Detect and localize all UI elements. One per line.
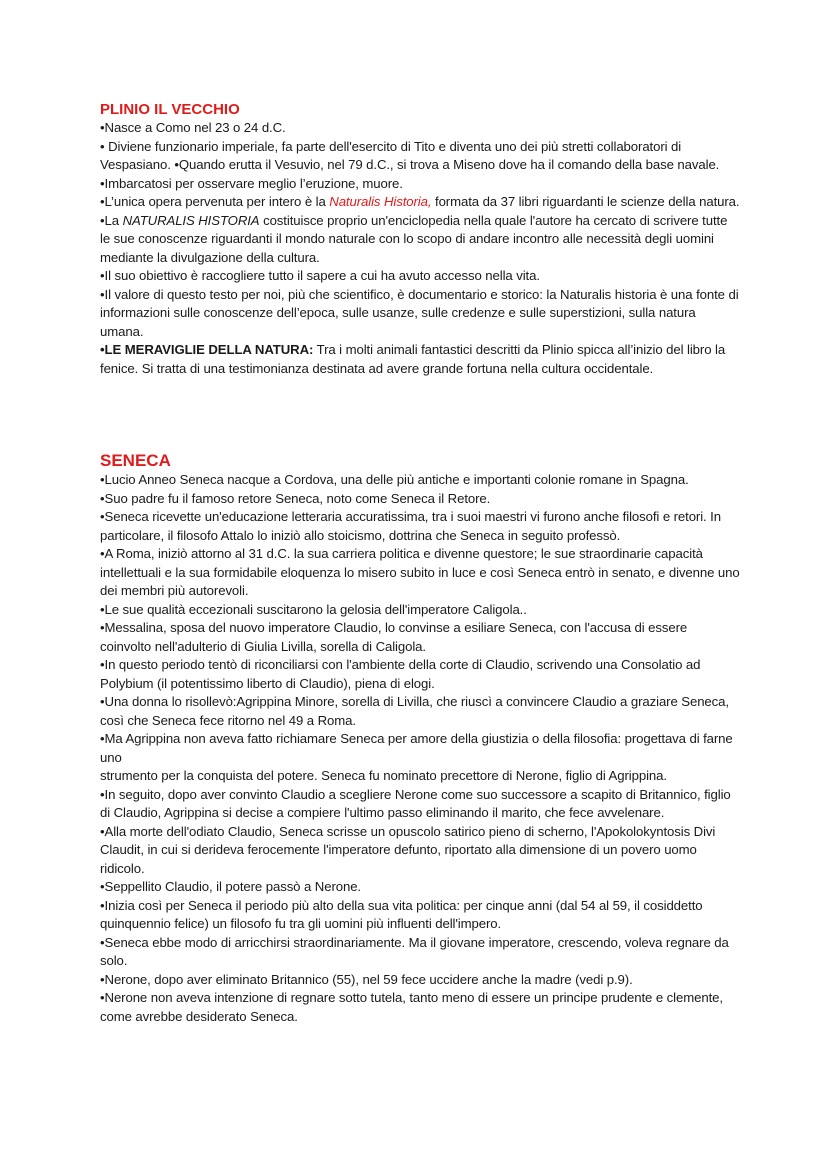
paragraph: •Le sue qualità eccezionali suscitarono la gelosia dell'imperatore Caligola.. (100, 601, 527, 617)
text-run: •L’unica opera pervenuta per intero è la (100, 194, 330, 209)
text-run: Tra i molti animali fantastici descritti da Plinio spicca all’inizio del libro la fenice. Si tratta di una testimonianza destinata ad avere grande fortuna nella cultura occidentale. (100, 342, 726, 376)
paragraph: •Seneca ebbe modo di arricchirsi straordinariamente. Ma il giovane imperatore, crescendo, voleva regnare da solo. (100, 934, 729, 968)
section-title-seneca: SENECA (100, 451, 171, 470)
text-run: formata da 37 libri riguardanti le scienze della natura. (431, 194, 740, 209)
paragraph: •Imbarcatosi per osservare meglio l’eruzione, muore. (100, 175, 403, 191)
section-title-plinio: PLINIO IL VECCHIO (100, 101, 240, 118)
work-title: Naturalis Historia, (329, 194, 432, 209)
paragraph: •In questo periodo tentò di riconciliarsi con l'ambiente della corte di Claudio, scrivendo una Consolatio ad Polybium (il potentissimo liberto di Claudio), piena di elogi. (100, 657, 701, 691)
section-plinio (100, 101, 740, 378)
text-run: costituisce proprio un'enciclopedia nella quale l'autore ha cercato di scrivere tutte le sue conoscenze riguardanti il mondo naturale con lo scopo di andare incontro alle necessità degli uomini mediante la divulgazione della cultura. (100, 212, 728, 265)
paragraph (100, 193, 740, 212)
paragraph: •Il valore di questo testo per noi, più che scientifico, è documentario e storico: la Naturalis historia è una fonte di informazioni sulle conoscenze dell’epoca, sulle usanze, sulle credenze e sulle superstizioni, sulla natura umana. (100, 286, 739, 339)
work-title: NATURALIS HISTORIA (122, 212, 260, 228)
paragraph: •Messalina, sposa del nuovo imperatore Claudio, lo convinse a esiliare Seneca, con l'accusa di essere coinvolto nell'adulterio di Giulia Livilla, sorella di Caligola. (100, 620, 688, 654)
section-seneca (100, 451, 740, 1026)
paragraph: •Seneca ricevette un'educazione letteraria accuratissima, tra i suoi maestri vi furono anche filosofi e retori. In particolare, il filosofo Attalo lo iniziò allo stoicismo, dottrina che Seneca in seguito professò. (100, 509, 721, 543)
paragraph: •Una donna lo risollevò:Agrippina Minore, sorella di Livilla, che riuscì a convincere Claudio a graziare Seneca, così che Seneca fece ritorno nel 49 a Roma. (100, 694, 729, 728)
paragraph: •Nerone non aveva intenzione di regnare sotto tutela, tanto meno di essere un principe prudente e clemente, come avrebbe desiderato Seneca. (100, 990, 723, 1024)
paragraph: strumento per la conquista del potere. Seneca fu nominato precettore di Nerone, figlio di Agrippina. (100, 768, 667, 783)
text-run: •La (100, 212, 123, 228)
paragraph: •Seppellito Claudio, il potere passò a Nerone. (100, 879, 361, 894)
bold-heading: •LE MERAVIGLIE DELLA NATURA: (100, 342, 314, 357)
paragraph: • Diviene funzionario imperiale, fa parte dell'esercito di Tito e diventa uno dei più stretti collaboratori di Vespasiano. •Quando erutta il Vesuvio, nel 79 d.C., si trova a Miseno dove ha il comando della base navale. (100, 138, 720, 172)
paragraph: •Suo padre fu il famoso retore Seneca, noto come Seneca il Retore. (100, 490, 491, 506)
paragraph: •Nasce a Como nel 23 o 24 d.C. (100, 120, 286, 135)
paragraph: •Lucio Anneo Seneca nacque a Cordova, una delle più antiche e importanti colonie romane in Spagna. (100, 472, 689, 487)
paragraph: •Inizia così per Seneca il periodo più alto della sua vita politica: per cinque anni (dal 54 al 59, il cosiddetto quinquennio felice) un filosofo fu tra gli uomini più influenti dell'impero. (100, 897, 703, 931)
paragraph: •Ma Agrippina non aveva fatto richiamare Seneca per amore della giustizia o della filosofia: progettava di farne uno (100, 731, 733, 765)
paragraph: •Nerone, dopo aver eliminato Britannico (55), nel 59 fece uccidere anche la madre (vedi p.9). (100, 971, 633, 987)
paragraph: •A Roma, iniziò attorno al 31 d.C. la sua carriera politica e divenne questore; le sue straordinarie capacità intellettuali e la sua formidabile eloquenza lo misero subito in luce e così Seneca entrò in senato, e divenne uno dei membri più autorevoli. (100, 546, 740, 598)
paragraph: •Alla morte dell'odiato Claudio, Seneca scrisse un opuscolo satirico pieno di scherno, l'Apokolokyntosis Divi Claudit, in cui si derideva ferocemente l'imperatore defunto, riportato alla dimensione di un povero uomo ridicolo. (100, 823, 716, 876)
paragraph: •Il suo obiettivo è raccogliere tutto il sapere a cui ha avuto accesso nella vita. (100, 268, 540, 283)
paragraph: •In seguito, dopo aver convinto Claudio a scegliere Nerone come suo successore a scapito di Britannico, figlio di Claudio, Agrippina si decise a compiere l'ultimo passo eliminando il marito, che fece avvelenare. (100, 786, 731, 820)
paragraph (100, 341, 740, 378)
paragraph (100, 212, 740, 268)
